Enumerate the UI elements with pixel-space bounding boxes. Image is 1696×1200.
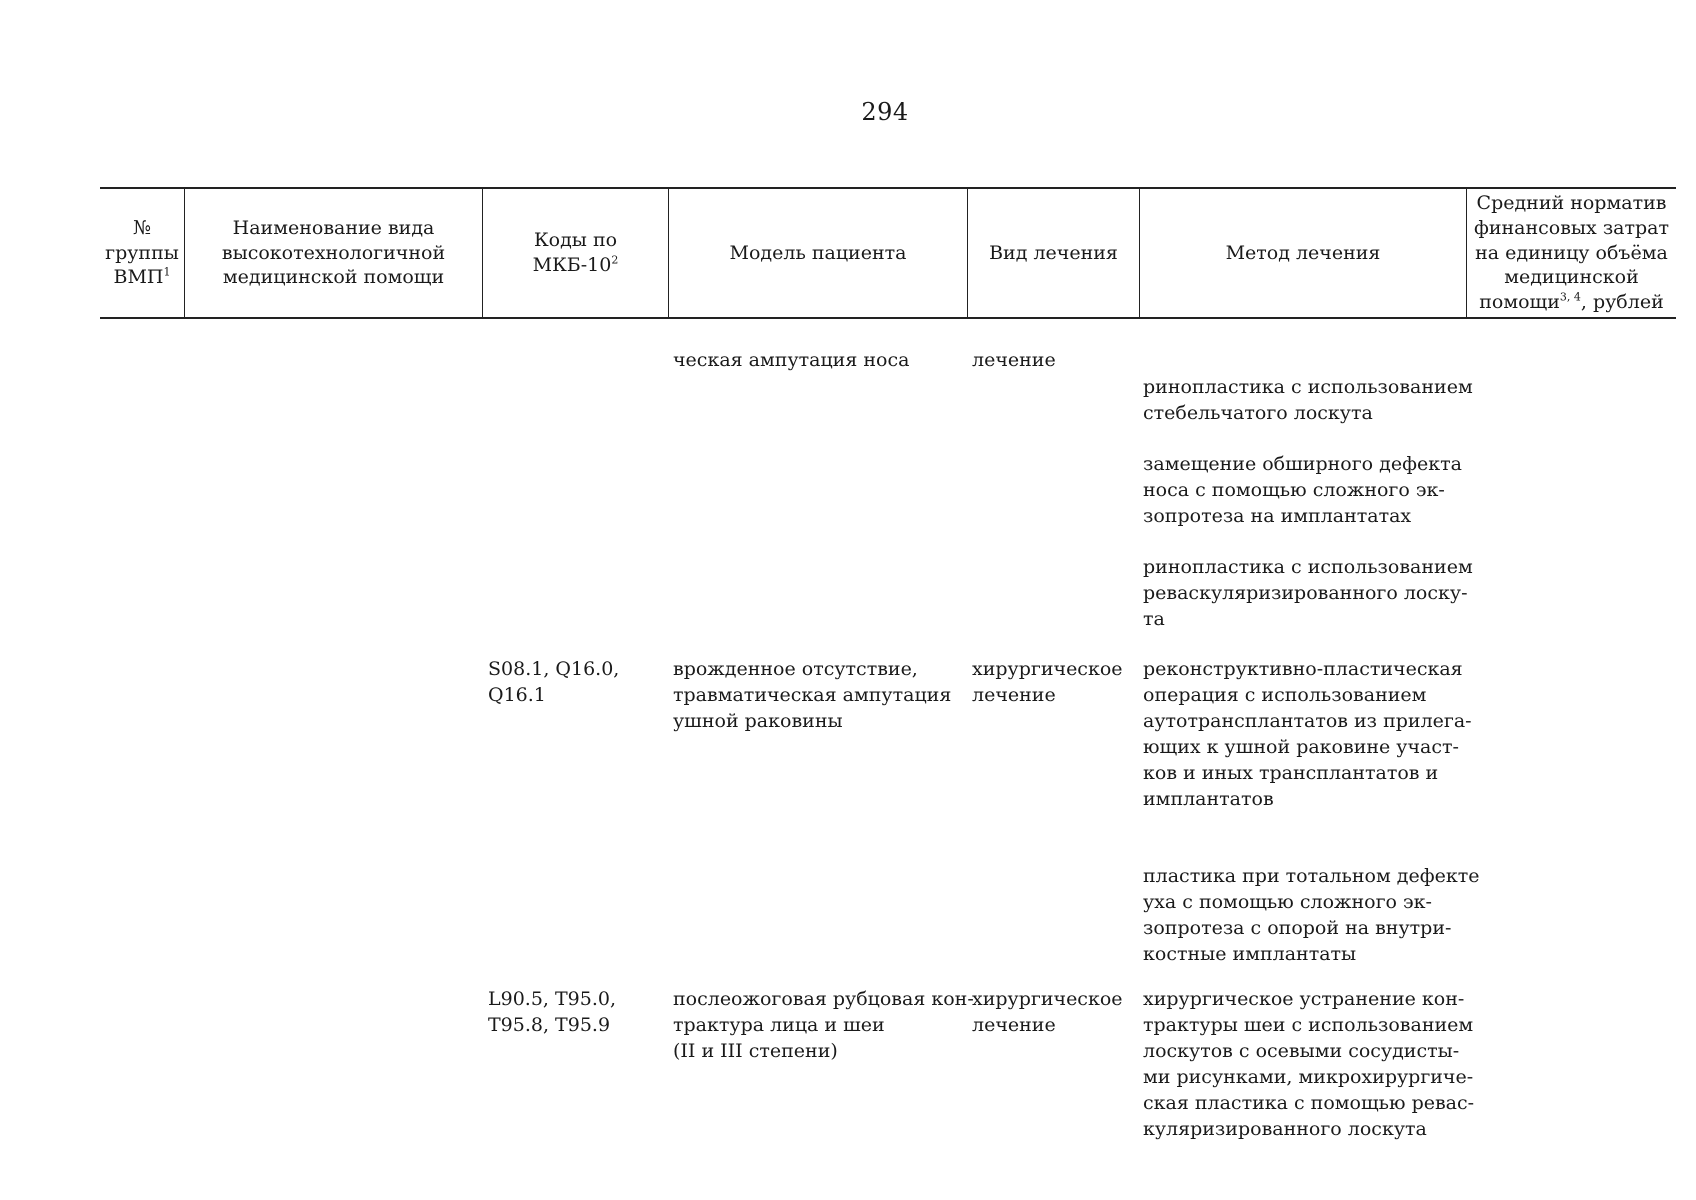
treatment-method-cell — [1143, 656, 1472, 812]
cell-line: замещение обширного дефекта — [1143, 453, 1462, 475]
cell-line: ческая ампутация носа — [673, 349, 910, 371]
cell-line: Q16.1 — [488, 684, 546, 706]
treatment-method-cell — [1143, 863, 1479, 967]
header-text: ВМП — [113, 266, 164, 289]
header-text: группы — [105, 241, 179, 264]
cell-line: хирургическое — [972, 658, 1123, 680]
treatment-type-cell — [972, 656, 1123, 708]
page-number: 294 — [861, 98, 909, 126]
cell-line: хирургическое устранение кон- — [1143, 988, 1465, 1010]
header-text: высокотехнологичной — [221, 241, 446, 264]
header-text: МКБ-10 — [532, 254, 612, 276]
patient-model-cell — [673, 347, 909, 373]
header-text: на единицу объёма — [1475, 241, 1668, 264]
header-text: № — [133, 216, 151, 239]
header-text: Модель пациента — [729, 241, 907, 264]
table-header — [100, 187, 1676, 319]
header-patient-model — [668, 189, 967, 317]
patient-model-cell — [673, 656, 951, 734]
header-text: медицинской помощи — [222, 266, 445, 289]
cell-line: та — [1143, 608, 1165, 630]
cell-line: зопротеза на имплантатах — [1143, 505, 1412, 527]
treatment-method-cell — [1143, 554, 1473, 632]
header-text: Метод лечения — [1225, 241, 1381, 264]
cell-line: ринопластика с использованием — [1143, 556, 1473, 578]
cell-line: лечение — [972, 349, 1056, 371]
treatment-type-cell — [972, 986, 1123, 1038]
cell-line: L90.5, T95.0, — [488, 988, 617, 1010]
cell-line: реваскуляризированного лоску- — [1143, 582, 1468, 604]
cell-line: ская пластика с помощью ревас- — [1143, 1092, 1475, 1114]
header-text: помощи — [1479, 291, 1560, 314]
cell-line: врожденное отсутствие, — [673, 658, 918, 680]
header-text: Коды по — [533, 229, 618, 252]
cell-line: зопротеза с опорой на внутри- — [1143, 917, 1452, 939]
cell-line: T95.8, T95.9 — [488, 1014, 611, 1036]
cell-line: трактуры шеи с использованием — [1143, 1014, 1474, 1036]
treatment-type-cell — [972, 347, 1056, 373]
treatment-method-cell — [1143, 451, 1462, 529]
cell-line: лоскутов с осевыми сосудисты- — [1143, 1040, 1460, 1062]
cell-line: стебельчатого лоскута — [1143, 402, 1373, 424]
footnote-ref: 2 — [611, 253, 619, 267]
cell-line: травматическая ампутация — [673, 684, 952, 706]
footnote-ref: 3, 4 — [1559, 290, 1581, 304]
cell-line: послеожоговая рубцовая кон- — [673, 988, 974, 1010]
icd-codes-cell — [488, 986, 616, 1038]
cell-line: лечение — [972, 684, 1056, 706]
header-icd-codes — [482, 189, 668, 317]
cell-line: носа с помощью сложного эк- — [1143, 479, 1445, 501]
cell-line: ков и иных трансплантатов и — [1143, 762, 1439, 784]
header-text: финансовых затрат — [1473, 216, 1670, 239]
header-cost-standard — [1466, 189, 1676, 317]
header-text: Наименование вида — [232, 216, 435, 239]
header-treatment-method — [1139, 189, 1466, 317]
cell-line: ющих к ушной раковине участ- — [1143, 736, 1459, 758]
cell-line: пластика при тотальном дефекте — [1143, 865, 1480, 887]
patient-model-cell — [673, 986, 974, 1064]
cell-line: куляризированного лоскута — [1143, 1118, 1427, 1140]
treatment-method-cell — [1143, 374, 1473, 426]
header-care-type — [184, 189, 482, 317]
cell-line: реконструктивно-пластическая — [1143, 658, 1463, 680]
cell-line: лечение — [972, 1014, 1056, 1036]
cell-line: операция с использованием — [1143, 684, 1427, 706]
cell-line: имплантатов — [1143, 788, 1274, 810]
header-text: Вид лечения — [989, 241, 1118, 264]
cell-line: хирургическое — [972, 988, 1123, 1010]
cell-line: ми рисунками, микрохирургиче- — [1143, 1066, 1474, 1088]
cell-line: аутотрансплантатов из прилега- — [1143, 710, 1472, 732]
header-text: медицинской — [1504, 266, 1639, 289]
cell-line: трактура лица и шеи — [673, 1014, 885, 1036]
header-text: , рублей — [1580, 291, 1664, 314]
icd-codes-cell — [488, 656, 619, 708]
header-treatment-type — [967, 189, 1139, 317]
cell-line: S08.1, Q16.0, — [488, 658, 620, 680]
cell-line: (II и III степени) — [673, 1040, 838, 1062]
footnote-ref: 1 — [163, 266, 171, 280]
cell-line: ринопластика с использованием — [1143, 376, 1473, 398]
cell-line: костные имплантаты — [1143, 943, 1357, 965]
header-group-number — [100, 189, 184, 317]
cell-line: ушной раковины — [673, 710, 843, 732]
header-text: Средний норматив — [1476, 192, 1667, 215]
cell-line: уха с помощью сложного эк- — [1143, 891, 1432, 913]
treatment-method-cell — [1143, 986, 1474, 1142]
